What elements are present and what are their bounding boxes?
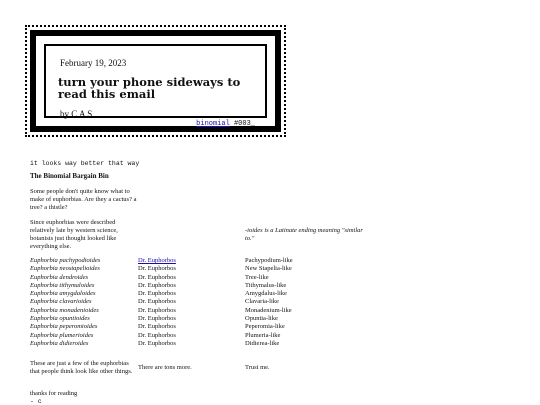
meaning-cell: Peperomia-like <box>245 323 285 331</box>
species-name: Euphorbia opuntioides <box>30 315 90 323</box>
species-name: Euphorbia amygdaloides <box>30 290 96 298</box>
table-row <box>30 274 355 282</box>
species-name: Euphorbia didieroides <box>30 339 89 347</box>
namesake-cell: Dr. Euphorbos <box>138 339 176 347</box>
table-row <box>30 315 355 323</box>
issue-number: #003_ <box>233 120 255 128</box>
thanks-text: thanks for reading <box>30 390 78 397</box>
euphorbos-link[interactable]: Dr. Euphorbos <box>138 257 176 264</box>
species-name: Euphorbia tithymaloides <box>30 281 95 289</box>
namesake-cell: Dr. Euphorbos <box>138 306 176 314</box>
species-name: Euphorbia peperomioides <box>30 323 98 331</box>
meaning-cell: Opuntia-like <box>245 315 278 323</box>
post-title: turn your phone sideways to read this email <box>58 75 241 101</box>
footer-paragraph-2: There are tons more. <box>138 364 192 371</box>
namesake-cell[interactable] <box>138 257 245 265</box>
namesake-cell: Dr. Euphorbos <box>138 323 176 331</box>
footer-paragraph-1: These are just a few of the euphorbias that people think look like other things. <box>30 360 133 375</box>
namesake-cell: Dr. Euphorbos <box>138 298 176 306</box>
namesake-cell: Dr. Euphorbos <box>138 281 176 289</box>
table-row <box>30 290 355 298</box>
post-byline: by C A S <box>60 109 93 119</box>
table-row <box>30 340 355 348</box>
intro-paragraph: Some people don't quite know what to make of euphorbias. Are they a cactus? a tree? a thistle? <box>30 188 137 211</box>
species-name: Euphorbia monadenioides <box>30 306 99 314</box>
rotate-note: it looks way better that way <box>30 160 140 167</box>
namesake-cell: Dr. Euphorbos <box>138 331 176 339</box>
table-row <box>30 332 355 340</box>
table-row <box>30 257 355 265</box>
history-paragraph: Since euphorbias were described relatively late by western science, botanists just thought looked like everything else. <box>30 219 118 250</box>
table-row <box>30 265 355 273</box>
namesake-cell: Dr. Euphorbos <box>138 315 176 323</box>
namesake-cell: Dr. Euphorbos <box>138 265 176 273</box>
meaning-cell: Didierea-like <box>245 339 280 347</box>
meaning-cell: New Stapelia-like <box>245 265 292 273</box>
issue-meta <box>196 120 255 128</box>
section-title: The Binomial Bargain Bin <box>30 172 109 180</box>
namesake-cell: Dr. Euphorbos <box>138 290 176 298</box>
table-row <box>30 298 355 306</box>
species-name: Euphorbia plumerioides <box>30 331 94 339</box>
table-row <box>30 307 355 315</box>
species-name: Euphorbia dendroides <box>30 273 89 281</box>
species-name: Euphorbia neostapelioides <box>30 265 100 273</box>
signature: - c <box>30 398 42 405</box>
newsletter-link[interactable]: binomial <box>196 120 230 128</box>
meaning-cell: Pachypodium-like <box>245 257 293 264</box>
euphorbia-table <box>30 257 355 348</box>
meaning-cell: Monadenium-like <box>245 306 292 314</box>
ioides-note: -ioides is a Latinate ending meaning "similar to." <box>245 227 363 242</box>
meaning-cell: Tithymalus-like <box>245 281 287 289</box>
header-card-inner <box>44 44 267 128</box>
post-date: February 19, 2023 <box>60 58 127 68</box>
meaning-cell: Tree-like <box>245 273 269 281</box>
meaning-cell: Plumeria-like <box>245 331 281 339</box>
species-name: Euphorbia pachypodioides <box>30 257 101 264</box>
meaning-cell: Clavaria-like <box>245 298 279 306</box>
footer-paragraph-3: Trust me. <box>245 364 270 371</box>
meaning-cell: Amygdalus-like <box>245 290 287 298</box>
table-row <box>30 323 355 331</box>
namesake-cell: Dr. Euphorbos <box>138 273 176 281</box>
table-row <box>30 282 355 290</box>
header-card <box>30 30 281 132</box>
species-name: Euphorbia clavarioides <box>30 298 92 306</box>
